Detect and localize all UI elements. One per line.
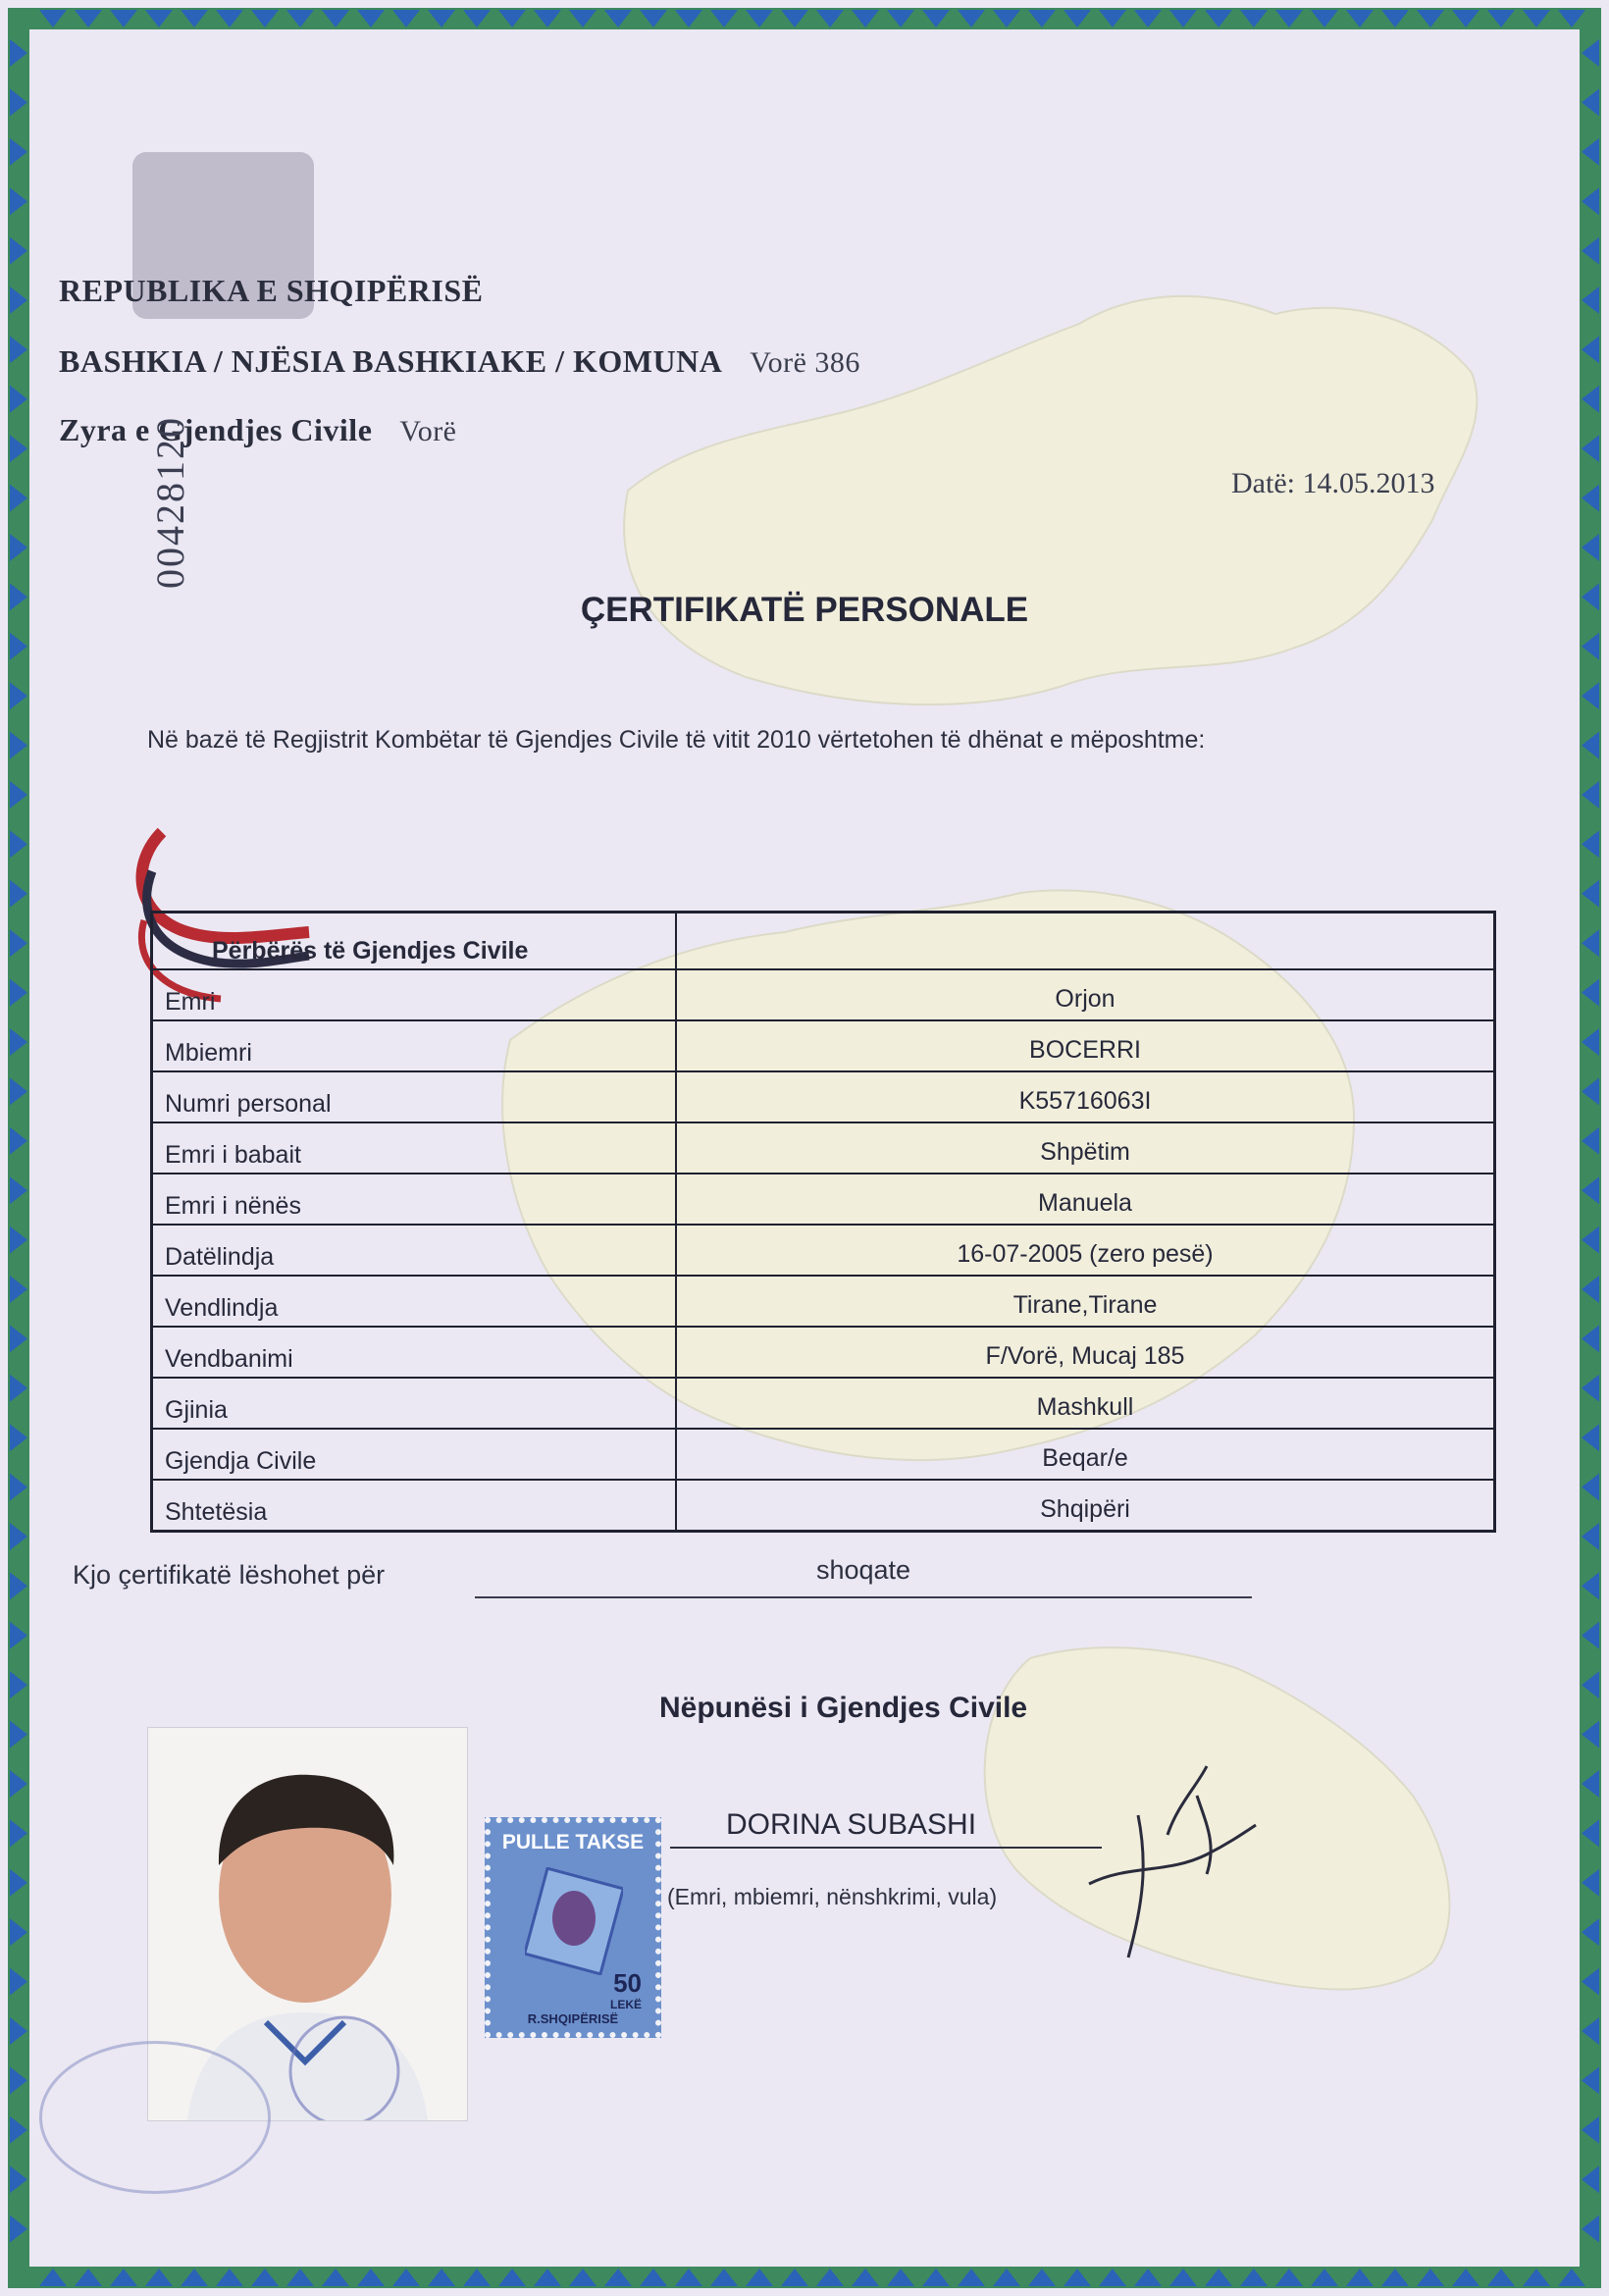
municipality-label: BASHKIA / NJËSIA BASHKIAKE / KOMUNA	[59, 343, 723, 379]
table-row	[152, 1020, 1495, 1071]
office-line	[59, 412, 457, 448]
table-row	[152, 1276, 1495, 1327]
date-label: Datë:	[1231, 467, 1295, 499]
purpose-value: shoqate	[815, 1555, 911, 1585]
row-label: Gjendja Civile	[152, 1429, 677, 1480]
purpose-label: Kjo çertifikatë lëshohet për	[73, 1560, 386, 1590]
row-label: Emri i nënës	[152, 1174, 677, 1225]
table-row	[152, 1071, 1495, 1122]
intro-text: Në bazë të Regjistrit Kombëtar të Gjendjes Civile të vitit 2010 vërtetohen të dhënat e mëposhtme:	[147, 726, 1206, 754]
row-label: Shtetësia	[152, 1480, 677, 1532]
row-value: K55716063I	[676, 1071, 1495, 1122]
table-row	[152, 1225, 1495, 1276]
row-value: Orjon	[676, 969, 1495, 1020]
table-row	[152, 1480, 1495, 1532]
municipality-line	[59, 343, 860, 380]
date-value: 14.05.2013	[1302, 467, 1435, 499]
row-label: Vendbanimi	[152, 1327, 677, 1378]
issue-date	[1231, 467, 1434, 500]
serial-number: 00428120	[148, 416, 192, 589]
municipality-value: Vorë 386	[750, 346, 860, 379]
civil-data-table	[150, 911, 1496, 1533]
purpose-row	[73, 1555, 1181, 1604]
official-title: Nëpunësi i Gjendjes Civile	[659, 1692, 1028, 1724]
row-value: Manuela	[676, 1174, 1495, 1225]
signature-icon	[1060, 1737, 1285, 1972]
table-row	[152, 1122, 1495, 1174]
row-value: Shqipëri	[676, 1480, 1495, 1532]
row-value: Beqar/e	[676, 1429, 1495, 1480]
signature-caption: (Emri, mbiemri, nënshkrimi, vula)	[667, 1884, 998, 1909]
row-value: Mashkull	[676, 1378, 1495, 1429]
row-label: Numri personal	[152, 1071, 677, 1122]
row-label: Emri i babait	[152, 1122, 677, 1174]
row-label: Mbiemri	[152, 1020, 677, 1071]
row-label: Vendlindja	[152, 1276, 677, 1327]
stamp-label: PULLE TAKSE	[501, 1831, 645, 1853]
table-row	[152, 1378, 1495, 1429]
row-value: BOCERRI	[676, 1020, 1495, 1071]
office-label: Zyra e Gjendjes Civile	[59, 412, 373, 447]
stamp-value: 50	[613, 1968, 642, 1998]
photo-seal-stamp-icon	[39, 2041, 271, 2194]
document-title: ÇERTIFIKATË PERSONALE	[580, 591, 1029, 629]
row-label: Datëlindja	[152, 1225, 677, 1276]
office-value: Vorë	[399, 415, 457, 447]
row-value: Tirane,Tirane	[676, 1276, 1495, 1327]
official-name: DORINA SUBASHI	[726, 1808, 977, 1841]
row-value: Shpëtim	[676, 1122, 1495, 1174]
tax-stamp	[485, 1817, 661, 2038]
table-row	[152, 1174, 1495, 1225]
stamp-portrait-icon	[525, 1867, 623, 1975]
row-label: Gjinia	[152, 1378, 677, 1429]
table-row	[152, 1327, 1495, 1378]
signature-line	[670, 1847, 1102, 1849]
purpose-underline	[475, 1596, 1252, 1598]
stamp-country: R.SHQIPËRISË	[527, 2011, 619, 2026]
row-value: 16-07-2005 (zero pesë)	[676, 1225, 1495, 1276]
table-row	[152, 1429, 1495, 1480]
table-header-row	[152, 913, 1495, 970]
row-label: Emri	[152, 969, 677, 1020]
row-value: F/Vorë, Mucaj 185	[676, 1327, 1495, 1378]
stamp-currency: LEKË	[609, 1998, 642, 2011]
table-row	[152, 969, 1495, 1020]
table-heading: Përbërës të Gjendjes Civile	[152, 913, 677, 970]
republic-heading: REPUBLIKA E SHQIPËRISË	[59, 273, 484, 308]
